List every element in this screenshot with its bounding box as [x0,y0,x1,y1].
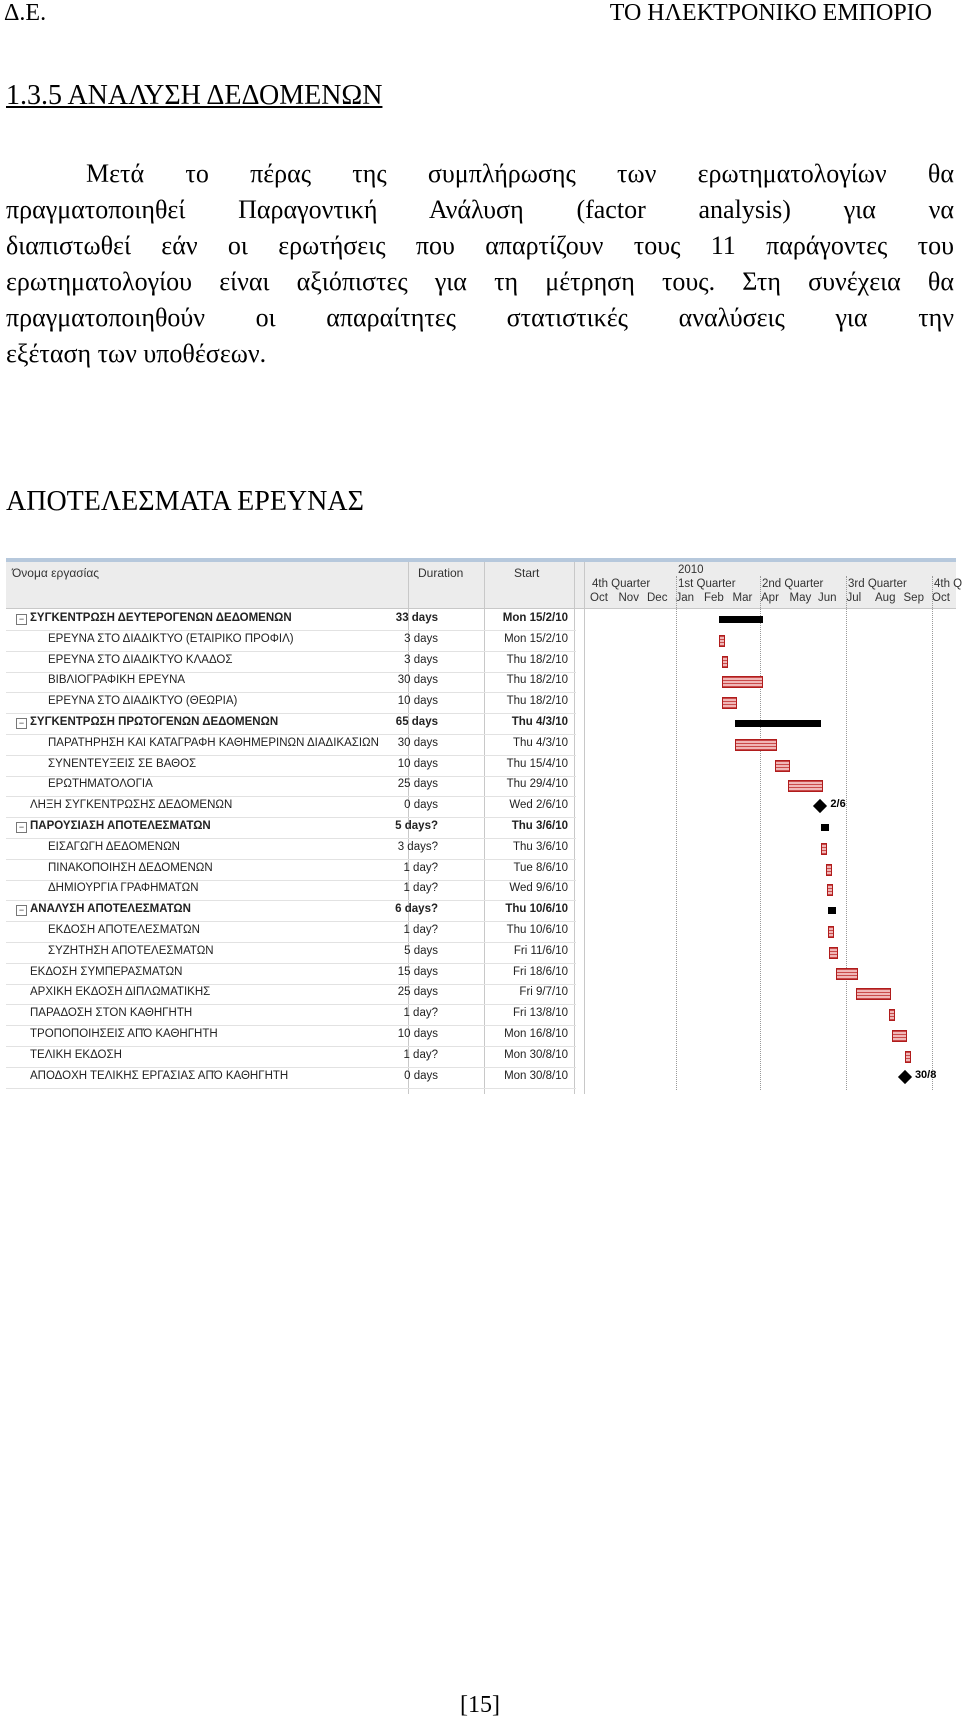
task-duration: 33 days [395,612,438,624]
task-start: Fri 9/7/10 [519,986,568,999]
timeline-month: Aug [875,592,896,604]
task-duration: 65 days [395,716,438,728]
column-header-duration: Duration [418,566,464,580]
task-bar [889,1009,895,1021]
task-duration: 5 days [404,944,438,957]
task-row [6,879,576,901]
paragraph-line: Μετά το πέρας της συμπλήρωσης των ερωτηματολογίων θα [86,159,954,188]
task-name: ΕΙΣΑΓΩΓΗ ΔΕΔΟΜΕΝΩΝ [48,840,180,853]
task-bar [821,843,827,855]
task-name: ΑΡΧΙΚΗ ΕΚΔΟΣΗ ΔΙΠΛΩΜΑΤΙΚΗΣ [30,986,211,999]
collapse-icon: − [16,614,27,625]
task-duration: 30 days [397,674,438,687]
task-row [6,609,576,631]
task-name: ΠΑΡΑΔΟΣΗ ΣΤΟΝ ΚΑΘΗΓΗΤΗ [30,1007,193,1020]
summary-bar [735,720,821,727]
task-row [6,671,576,693]
timeline-quarter: 2nd Quarter [762,578,824,590]
task-start: Thu 18/2/10 [506,674,568,687]
task-bar [836,968,858,980]
task-row [6,921,576,943]
task-name: ΔΗΜΙΟΥΡΓΙΑ ΓΡΑΦΗΜΑΤΩΝ [48,882,199,895]
task-name: ΤΡΟΠΟΠΟΙΗΣΕΙΣ ΑΠΌ ΚΑΘΗΓΗΤΗ [30,1028,218,1040]
task-duration: 6 days? [395,903,438,916]
task-name: ΣΥΖΗΤΗΣΗ ΑΠΟΤΕΛΕΣΜΑΤΩΝ [48,944,214,957]
task-row [6,838,576,860]
task-start: Thu 3/6/10 [513,840,568,853]
task-bar [905,1051,911,1063]
task-name: ΑΠΟΔΟΧΗ ΤΕΛΙΚΗΣ ΕΡΓΑΣΙΑΣ ΑΠΌ ΚΑΘΗΓΗΤΗ [30,1069,289,1082]
task-row [6,651,576,673]
task-duration: 3 days? [397,840,438,853]
task-name: ΠΑΡΟΥΣΙΑΣΗ ΑΠΟΤΕΛΕΣΜΑΤΩΝ [30,820,211,832]
results-heading: ΑΠΟΤΕΛΕΣΜΑΤΑ ΕΡΕΥΝΑΣ [6,486,364,517]
timeline-month: Apr [761,592,779,604]
task-start: Mon 30/8/10 [504,1069,568,1082]
task-start: Fri 18/6/10 [513,965,568,978]
paragraph-line: διαπιστωθεί εάν οι ερωτήσεις που απαρτίζουν τους 11 παράγοντες του [6,231,954,260]
timeline-month: Nov [618,592,639,604]
paragraph-line: πραγματοποιηθεί Παραγοντική Ανάλυση (factor analysis) για να [6,195,954,224]
task-bar [788,780,823,792]
task-duration: 10 days [397,695,438,708]
task-bar [827,884,833,896]
task-name: ΣΥΝΕΝΤΕΥΞΕΙΣ ΣΕ ΒΑΘΟΣ [48,757,197,770]
task-name: ΑΝΑΛΥΣΗ ΑΠΟΤΕΛΕΣΜΑΤΩΝ [30,903,191,916]
task-duration: 1 day? [403,882,438,895]
task-duration: 1 day? [403,924,438,936]
task-duration: 5 days? [395,820,438,832]
task-row [6,713,576,735]
timeline-month: Dec [647,592,668,604]
task-name: ΒΙΒΛΙΟΓΡΑΦΙΚΗ ΕΡΕΥΝΑ [48,674,186,687]
timeline-gridline [676,576,678,1090]
timeline-month: Feb [704,592,724,604]
task-start: Mon 15/2/10 [502,612,568,624]
task-start: Fri 11/6/10 [513,944,568,957]
collapse-icon: − [16,822,27,833]
milestone-label: 30/8 [914,1068,937,1081]
task-name: ΕΚΔΟΣΗ ΣΥΜΠΕΡΑΣΜΑΤΩΝ [30,965,183,978]
task-name: ΠΙΝΑΚΟΠΟΙΗΣΗ ΔΕΔΟΜΕΝΩΝ [48,861,213,874]
task-bar [722,697,737,709]
task-start: Mon 16/8/10 [504,1028,568,1040]
task-start: Thu 4/3/10 [513,736,568,749]
task-row [6,734,576,756]
task-row [6,817,576,839]
timeline-gridline [932,576,934,1090]
task-duration: 10 days [397,757,438,770]
timeline-month: Sep [903,592,924,604]
timeline-month: Jul [846,592,862,604]
task-start: Thu 10/6/10 [506,924,568,936]
task-start: Thu 4/3/10 [511,716,568,728]
task-bar [719,635,725,647]
paragraph-line: πραγματοποιηθούν οι απαραίτητες στατιστικές αναλύσεις για την [6,303,954,332]
task-name: ΣΥΓΚΕΝΤΡΩΣΗ ΠΡΩΤΟΓΕΝΩΝ ΔΕΔΟΜΕΝΩΝ [30,716,279,728]
summary-bar [719,616,763,623]
task-name: ΤΕΛΙΚΗ ΕΚΔΟΣΗ [30,1048,122,1061]
task-duration: 15 days [397,965,438,978]
task-row [6,942,576,964]
task-duration: 1 day? [403,1048,438,1061]
task-bar [826,864,832,876]
task-start: Thu 18/2/10 [506,695,568,708]
timeline-quarter: 1st Quarter [678,578,736,590]
task-duration: 0 days [404,799,438,812]
task-start: Thu 10/6/10 [505,903,568,916]
body-paragraph [6,156,954,372]
task-start: Mon 15/2/10 [504,632,568,645]
collapse-icon: − [16,718,27,729]
timeline-gridline [846,576,848,1090]
timeline-quarter: 4th Q [934,578,962,590]
task-name: ΛΗΞΗ ΣΥΓΚΕΝΤΡΩΣΗΣ ΔΕΔΟΜΕΝΩΝ [30,799,233,812]
task-row [6,859,576,881]
column-header-name: Όνομα εργασίας [12,566,100,580]
paragraph-line: ερωτηματολογίου είναι αξιόπιστες για τη μέτρηση τους. Στη συνέχεια θα [6,267,954,296]
collapse-icon: − [16,905,27,916]
task-row [6,630,576,652]
timeline-gridline [760,576,762,1090]
task-row [6,775,576,797]
gantt-chart-image [6,558,962,1094]
task-name: ΕΡΩΤΗΜΑΤΟΛΟΓΙΑ [48,778,153,791]
task-duration: 25 days [397,778,438,791]
task-row [6,1025,576,1047]
task-duration: 30 days [397,736,438,749]
task-row [6,755,576,777]
task-bar [829,947,838,959]
task-bar [892,1030,907,1042]
column-header-start: Start [514,566,540,580]
timeline-month: Jan [675,592,695,604]
task-name: ΕΡΕΥΝΑ ΣΤΟ ΔΙΑΔΙΚΤΥΟ ΚΛΑΔΟΣ [48,653,233,666]
gantt-timeline [586,608,956,1094]
timeline-quarter: 3rd Quarter [848,578,907,590]
task-name: ΕΚΔΟΣΗ ΑΠΟΤΕΛΕΣΜΑΤΩΝ [48,924,200,936]
summary-bar [821,824,829,831]
task-name: ΣΥΓΚΕΝΤΡΩΣΗ ΔΕΥΤΕΡΟΓΕΝΩΝ ΔΕΔΟΜΕΝΩΝ [30,612,292,624]
task-start: Fri 13/8/10 [513,1007,568,1020]
task-duration: 1 day? [403,1007,438,1020]
task-start: Thu 3/6/10 [511,820,568,832]
task-name: ΕΡΕΥΝΑ ΣΤΟ ΔΙΑΔΙΚΤΥΟ (ΘΕΩΡΙΑ) [48,695,238,708]
task-start: Tue 8/6/10 [513,861,568,874]
task-row [6,1004,576,1026]
timeline-quarter: 4th Quarter [592,578,651,590]
header-right: ΤΟ ΗΛΕΚΤΡΟΝΙΚΟ ΕΜΠΟΡΙΟ [609,0,932,26]
task-bar [722,656,728,668]
task-name: ΕΡΕΥΝΑ ΣΤΟ ΔΙΑΔΙΚΤΥΟ (ΕΤΑΙΡΙΚΟ ΠΡΟΦΙΛ) [48,632,294,645]
task-start: Mon 30/8/10 [504,1048,568,1061]
header-left: Δ.Ε. [4,0,47,26]
task-duration: 25 days [397,986,438,999]
timeline-month: Mar [732,592,753,604]
task-row [6,963,576,985]
task-name: ΠΑΡΑΤΗΡΗΣΗ ΚΑΙ ΚΑΤΑΓΡΑΦΗ ΚΑΘΗΜΕΡΙΝΩΝ ΔΙΑΔΙΚΑΣΙΩΝ [48,736,379,749]
task-start: Wed 2/6/10 [509,799,568,812]
task-start: Thu 29/4/10 [506,778,568,791]
timeline-month: Oct [932,592,950,604]
summary-bar [828,907,836,914]
timeline-month: Jun [818,592,837,604]
section-title: 1.3.5 ΑΝΑΛΥΣΗ ΔΕΔΟΜΕΝΩΝ [6,80,383,111]
paragraph-line: εξέταση των υποθέσεων. [6,339,267,368]
column-divider [584,562,585,1094]
task-row [6,692,576,714]
timeline-month: May [789,592,812,604]
page-number: [15] [460,1692,500,1718]
task-row [6,983,576,1005]
task-duration: 0 days [404,1069,438,1082]
task-duration: 3 days [404,653,438,666]
task-bar [828,926,834,938]
task-row [6,796,576,818]
task-row [6,1067,576,1089]
task-bar [856,988,891,1000]
timeline-year: 2010 [678,564,704,576]
task-duration: 10 days [397,1028,438,1040]
task-start: Thu 15/4/10 [506,757,568,770]
task-bar [775,760,790,772]
task-row [6,900,576,922]
task-bar [722,676,764,688]
task-duration: 3 days [404,632,438,645]
task-row [6,1046,576,1068]
task-start: Thu 18/2/10 [506,653,568,666]
task-start: Wed 9/6/10 [509,882,568,895]
milestone-label: 2/6 [830,798,846,811]
timeline-month: Oct [590,592,608,604]
task-duration: 1 day? [403,861,438,874]
task-bar [735,739,777,751]
